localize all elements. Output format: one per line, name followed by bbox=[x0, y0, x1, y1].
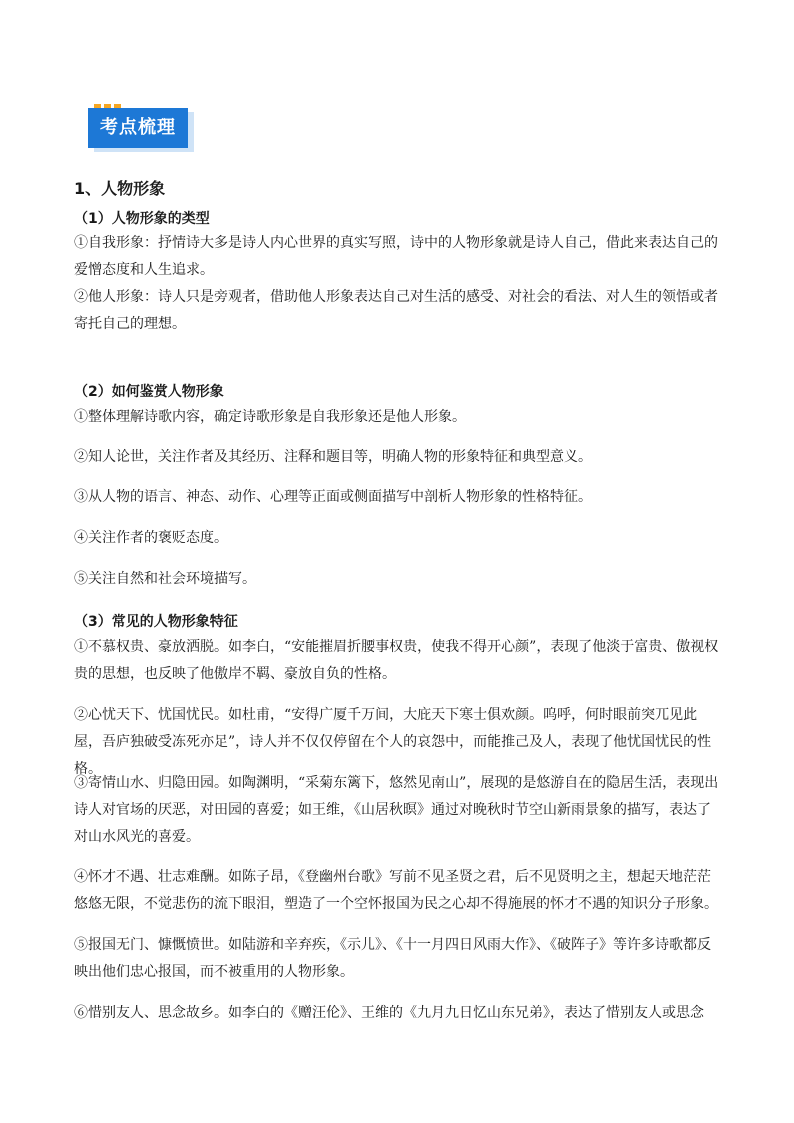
section-badge bbox=[88, 104, 198, 152]
paragraph: ⑤关注自然和社会环境描写。 bbox=[74, 571, 256, 587]
paragraph: ①整体理解诗歌内容，确定诗歌形象是自我形象还是他人形象。 bbox=[74, 409, 466, 425]
section-title: 1、人物形象 bbox=[74, 179, 166, 198]
subsection-title-appreciation: （2）如何鉴赏人物形象 bbox=[74, 384, 224, 400]
paragraph: ②知人论世，关注作者及其经历、注释和题目等，明确人物的形象特征和典型意义。 bbox=[74, 449, 592, 465]
subsection-title-types: （1）人物形象的类型 bbox=[74, 211, 210, 227]
paragraph: ②心忧天下、忧国忧民。如杜甫，“安得广厦千万间，大庇天下寒士俱欢颜。呜呼，何时眼前突兀见此屋，吾庐独破受冻死亦足”，诗人并不仅仅停留在个人的哀怨中，而能推己及人，表现了他忧国忧民的性格。 bbox=[74, 707, 712, 777]
badge-label: 考点梳理 bbox=[88, 108, 188, 148]
paragraph: ⑤报国无门、慷慨愤世。如陆游和辛弃疾，《示儿》、《十一月四日风雨大作》、《破阵子》等许多诗歌都反映出他们忠心报国，而不被重用的人物形象。 bbox=[74, 937, 711, 980]
paragraph: ③寄情山水、归隐田园。如陶渊明，“采菊东篱下，悠然见南山”，展现的是悠游自在的隐居生活，表现出诗人对官场的厌恶，对田园的喜爱；如王维，《山居秋暝》通过对晚秋时节空山新雨景象的描写，表达了对山水风光的喜爱。 bbox=[74, 775, 719, 845]
paragraph: ①不慕权贵、豪放洒脱。如李白，“安能摧眉折腰事权贵，使我不得开心颜”，表现了他淡于富贵、傲视权贵的思想，也反映了他傲岸不羁、豪放自负的性格。 bbox=[74, 639, 719, 682]
paragraph: ②他人形象：诗人只是旁观者，借助他人形象表达自己对生活的感受、对社会的看法、对人生的领悟或者寄托自己的理想。 bbox=[74, 289, 718, 332]
paragraph: ③从人物的语言、神态、动作、心理等正面或侧面描写中剖析人物形象的性格特征。 bbox=[74, 489, 592, 505]
subsection-title-features: （3）常见的人物形象特征 bbox=[74, 614, 238, 630]
paragraph: ①自我形象：抒情诗大多是诗人内心世界的真实写照，诗中的人物形象就是诗人自己，借此来表达自己的爱憎态度和人生追求。 bbox=[74, 235, 718, 278]
paragraph: ⑥惜别友人、思念故乡。如李白的《赠汪伦》、王维的《九月九日忆山东兄弟》，表达了惜别友人或思念 bbox=[74, 1005, 704, 1021]
paragraph: ④关注作者的褒贬态度。 bbox=[74, 530, 228, 546]
paragraph: ④怀才不遇、壮志难酬。如陈子昂，《登幽州台歌》写前不见圣贤之君，后不见贤明之主，想起天地茫茫悠悠无限，不觉悲伤的流下眼泪，塑造了一个空怀报国为民之心却不得施展的怀才不遇的知识分子形象。 bbox=[74, 869, 718, 912]
